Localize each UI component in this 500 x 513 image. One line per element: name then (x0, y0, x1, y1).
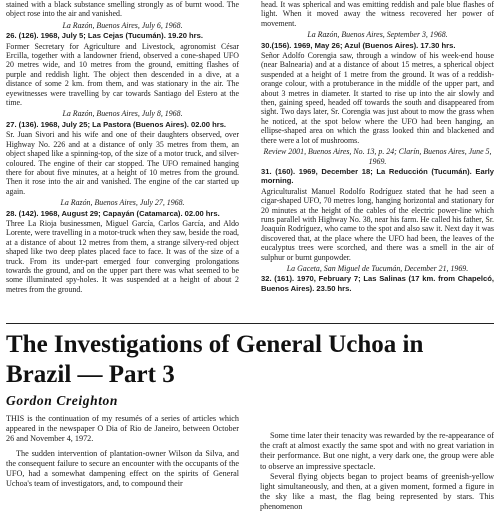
upper-columns (6, 0, 494, 322)
article-left-column (6, 414, 239, 489)
citation: La Razón, Buenos Aires, September 3, 1968. (307, 30, 448, 40)
entry-text-28: Three La Rioja businessmen, Miguel García, Carlos García, and Aldo Lorente, were travelling in a motor-truck when they saw, beside the road, at a distance of about 12 metres from them, a strange silvery-red object shaped like two deep plates placed face to face. It was of the size of a truck. From its under-part emerged four converging prolongations towards the ground, and on the upper part there was what seemed to be some illuminated spy-holes. It was suspended at a height of about 2 metres from the ground. (6, 218, 239, 294)
article-paragraph-2: The sudden intervention of plantation-owner Wilson da Silva, and the consequent failure to secure an encounter with the occupants of the UFO, had a somewhat dampening effect on the spirits of General Uchoa's team of investigators, and, to compound their (6, 448, 239, 489)
article-paragraph-1-text: HIS is the continuation of my resumés of a series of articles which appeared in the newspaper O Dia of Rio de Janeiro, between October 26 and November 4, 1972. (6, 414, 239, 444)
article-paragraph-1 (6, 414, 239, 445)
title-line-1: The Investigations of General Uchoa in (6, 331, 424, 358)
entry-heading-30: 30.(156). 1969, May 26; Azul (Buenos Aires). 17.30 hrs. (261, 40, 456, 50)
entry-heading-31: 31. (160). 1969, December 18; La Reducción (Tucumán). Early morning. (261, 166, 494, 186)
upper-left-column (6, 0, 239, 295)
entry-heading-28: 28. (142). 1968, August 29; Capayán (Catamarca). 02.00 hrs. (6, 208, 220, 218)
entry-text-31: Agriculturalist Manuel Rodolfo Rodríguez stated that he had seen a cigar-shaped UFO, 70 metres long, hanging horizontal and stationary for 20 minutes at the height of the cables of the electric power-line which runs parallel with Highway No. 38, near his farm. He called his father, Sr. Joaquín Rodríguez, who came to the spot and also saw it. Next day it was discovered that, at the place where the UFO had been, the leaves of the eucalyptus trees were scorched, and there was a smell in the air of sulphur or burnt gunpowder. (261, 186, 494, 262)
citation: La Gaceta, San Miguel de Tucumán, December 21, 1969. (286, 263, 469, 273)
entry-continuation: head. It was spherical and was emitting reddish and pale blue flashes of light. When it moved away the witness recovered her power of movement. (261, 0, 494, 28)
drop-cap: T (6, 414, 12, 423)
citation: Review 2001, Buenos Aires, No. 13, p. 24; Clarín, Buenos Aires, June 5, 1969. (263, 147, 492, 166)
entry-heading-26: 26. (126). 1968, July 5; Las Cejas (Tucumán). 19.20 hrs. (6, 31, 203, 41)
entry-text-26: Former Secretary for Agriculture and Livestock, agronomist César Ercilla, together with a landowner friend, observed a cone-shaped UFO 20 metres wide, and 10 metres from the ground, emitting flashes of purple and reddish light. The object then descended in a dive, at a distance of some 2 km. from them, and was stationary in the air. The eyewitnesses were travelling by car towards Santiago del Estero at the time. (6, 41, 239, 108)
citation: La Razón, Buenos Aires, July 6, 1968. (62, 20, 183, 30)
citation: La Razón, Buenos Aires, July 27, 1968. (60, 198, 185, 208)
article-author: Gordon Creighton (6, 393, 119, 408)
section-divider (6, 323, 494, 324)
citation: La Razón, Buenos Aires, July 8, 1968. (62, 109, 183, 119)
article-title (6, 330, 496, 390)
entry-text-30: Señor Adolfo Corengia saw, through a window of his week-end house (near Balnearia) and at a distance of about 15 metres, a spherical object suspended at a height of 1 metre from the ground. It was of a reddish-orange colour, with a protuberance in the middle of the upper part, and about 3 metres in diameter. It started to rise up into the air slowly and then, gaining speed, headed off towards the south and disappeared from sight. Two days later, Sr. Corengia was just about to mow the grass when he noticed, at the spot below where the UFO had been hanging, an ellipse-shaped area on which the grass looked thin and blackened and there were a lot of mushrooms. (261, 51, 494, 145)
article-paragraph-4: Several flying objects began to project beams of greenish-yellow light simultaneously, and then, at a given moment, formed a figure in the sky like a mast, the flag being represented by stars. This phenomenon (260, 471, 494, 512)
upper-right-column (261, 0, 494, 294)
entry-text-27: Sr. Juan Sivori and his wife and one of their daughters observed, over Highway No. 226 and at a distance of only 35 metres from them, an object shaped like a spinning-top, of the size of a motor truck, and silver-coloured. The engine of their car stopped. The UFO remained hanging there for about five minutes, at a height of 10 metres from the ground. Then it rose into the air and vanished. The engine of the car started up again. (6, 130, 239, 196)
entry-continuation: stained with a black substance smelling strongly as of burnt wood. The object rose into the air and vanished. (6, 0, 239, 19)
entry-heading-32: 32. (161). 1970, February 7; Las Salinas (17 km. from Chapelcó, Buenos Aires). 23.50 hrs. (261, 274, 494, 293)
entry-heading-27: 27. (136). 1968, July 25; La Pastora (Buenos Aires). 02.00 hrs. (6, 119, 227, 129)
article-right-column (260, 431, 494, 513)
article-paragraph-3: Some time later their tenacity was rewarded by the re-appearance of the craft at almost exactly the same spot and with no great variation in their performance. But one night, a very dark one, the group were able to observe an impressive spectacle. (260, 431, 494, 471)
title-line-2: Brazil — Part 3 (6, 361, 175, 388)
